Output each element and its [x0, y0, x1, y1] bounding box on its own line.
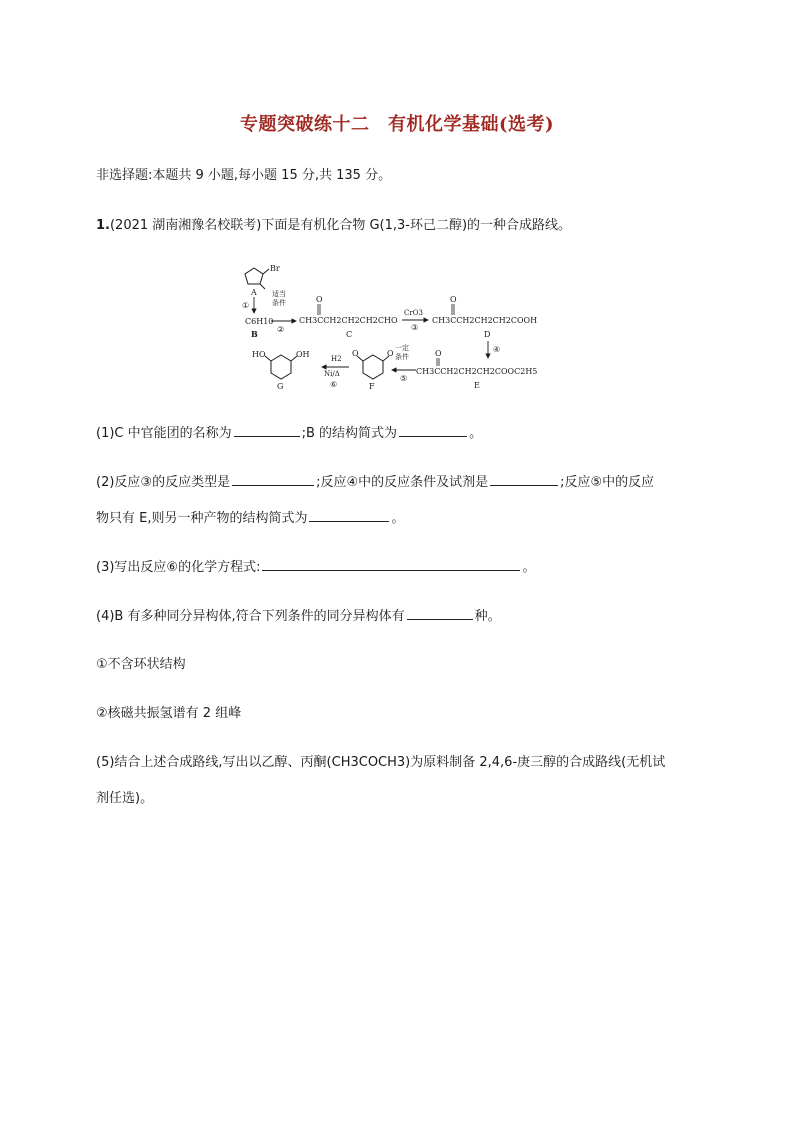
step-5-label: ⑤ [400, 374, 408, 383]
label-d: D [484, 330, 491, 339]
part-3 [96, 556, 535, 578]
compound-d-formula: CH3CCH2CH2CH2COOH [432, 316, 538, 325]
step-2-condition-mid: 条件 [272, 299, 286, 307]
question-1-text: (2021 湖南湘豫名校联考)下面是有机化合物 G(1,3-环己二醇)的一种合成路线。 [109, 218, 572, 233]
condition-1: ①不含环状结构 [96, 657, 186, 672]
answer-blank-reaction-6-equation[interactable] [262, 556, 520, 571]
f-oxygen-left: O [352, 349, 359, 358]
part-5-line-2: 剂任选)。 [96, 791, 154, 806]
step-3-label: ③ [411, 323, 419, 332]
step-6-reagent-top: H2 [331, 355, 342, 363]
part-2-text-e: 。 [391, 511, 405, 526]
step-2-condition-top: 适当 [272, 290, 286, 298]
compound-e-formula: CH3CCH2CH2CH2COOC2H5 [416, 367, 538, 376]
compound-g-structure [252, 350, 310, 391]
part-2-text-b: ;反应④中的反应条件及试剂是 [316, 475, 489, 490]
part-2-line-2 [96, 507, 405, 529]
label-a: A [251, 288, 257, 297]
f-oxygen-right: O [387, 349, 394, 358]
part-1 [96, 422, 482, 444]
step-5-condition-mid: 条件 [395, 353, 409, 361]
answer-blank-c-functional-group[interactable] [234, 422, 300, 437]
step-1-label: ① [242, 301, 250, 310]
label-f: F [369, 382, 375, 391]
part-2-line-1 [96, 471, 654, 493]
answer-blank-reaction-3-type[interactable] [232, 471, 314, 486]
part-2-text-d: 物只有 E,则另一种产物的结构简式为 [96, 511, 308, 526]
part-3-text-a: (3)写出反应⑥的化学方程式: [96, 560, 261, 575]
bromine-label: Br [270, 264, 280, 273]
step-6-label: ⑥ [330, 380, 338, 389]
e-carbonyl-oxygen: O [435, 349, 442, 358]
part-5-line-1: (5)结合上述合成路线,写出以乙醇、丙酮(CH3COCH3)为原料制备 2,4,6-庚三醇的合成路线(无机试 [96, 755, 666, 770]
label-b: B [251, 329, 258, 339]
part-1-text-a: (1)C 中官能团的名称为 [96, 426, 232, 441]
answer-blank-isomer-count[interactable] [407, 605, 473, 620]
part-4-text-a: (4)B 有多种同分异构体,符合下列条件的同分异构体有 [96, 609, 405, 624]
compound-c-formula: CH3CCH2CH2CH2CHO [299, 316, 398, 325]
question-1-stem [96, 216, 571, 236]
part-1-text-c: 。 [469, 426, 483, 441]
g-hydroxyl-left: HO [252, 350, 266, 359]
g-hydroxyl-right: OH [296, 350, 310, 359]
part-4-text-b: 种。 [474, 609, 501, 624]
part-4 [96, 605, 501, 627]
label-e: E [474, 381, 480, 390]
page-title: 专题突破练十二 有机化学基础(选考) [239, 114, 555, 135]
step-5-condition-top: 一定 [395, 344, 409, 352]
step-4-label: ④ [493, 345, 501, 354]
answer-blank-reaction-4-conditions[interactable] [490, 471, 558, 486]
step-2-label: ② [277, 325, 285, 334]
question-number: 1. [96, 218, 110, 233]
label-c: C [346, 330, 353, 339]
part-3-text-b: 。 [522, 560, 536, 575]
label-g: G [277, 382, 284, 391]
compound-b-formula: C6H10 [245, 317, 274, 326]
answer-blank-other-product[interactable] [309, 507, 389, 522]
part-2-text-c: ;反应⑤中的反应 [560, 475, 655, 490]
d-carbonyl-oxygen: O [450, 295, 457, 304]
step-3-reagent: CrO3 [404, 309, 423, 317]
part-1-text-b: ;B 的结构简式为 [301, 426, 398, 441]
step-6-reagent-bottom: Ni/Δ [324, 370, 340, 378]
c-carbonyl-oxygen: O [316, 295, 323, 304]
part-2-text-a: (2)反应③的反应类型是 [96, 475, 231, 490]
condition-2: ②核磁共振氢谱有 2 组峰 [96, 706, 242, 721]
synthesis-route-scheme [232, 262, 562, 394]
section-intro: 非选择题:本题共 9 小题,每小题 15 分,共 135 分。 [96, 168, 392, 183]
compound-f-structure [352, 349, 394, 391]
answer-blank-b-structure[interactable] [399, 422, 467, 437]
